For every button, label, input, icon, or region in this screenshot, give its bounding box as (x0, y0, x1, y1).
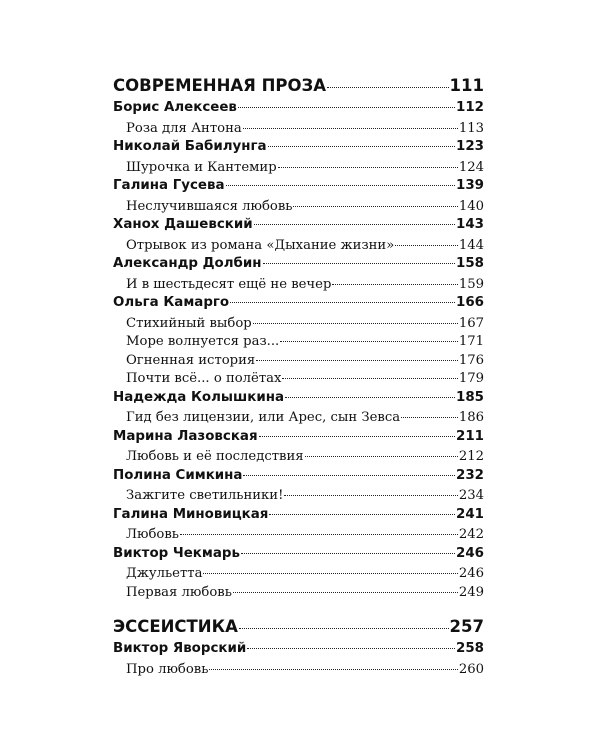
work-entry-title: И в шестьдесят ещё не вечер (126, 276, 332, 292)
work-entry-title: Отрывок из романа «Дыхание жизни» (126, 237, 395, 253)
author-entry[interactable] (113, 295, 484, 316)
work-entry-title: Про любовь (126, 661, 209, 677)
work-entry-page-number: 242 (458, 527, 484, 542)
author-entry-page-number: 246 (456, 545, 484, 561)
work-entry[interactable] (113, 121, 484, 140)
author-entry-title: Галина Миновицкая (113, 506, 269, 522)
dot-leader (263, 263, 456, 264)
work-entry-title: Почти всё... о полётах (126, 371, 282, 386)
work-entry-title: Огненная история (126, 352, 256, 368)
work-entry[interactable] (113, 566, 484, 585)
author-entry-page-number: 185 (456, 389, 484, 405)
work-entry-title: Джульетта (126, 566, 203, 581)
author-entry-title: Ольга Камарго (113, 295, 230, 310)
work-entry-page-number: 186 (458, 410, 484, 425)
dot-leader (226, 185, 456, 186)
work-entry[interactable] (113, 160, 484, 179)
author-entry[interactable] (113, 390, 484, 411)
dot-leader (233, 592, 458, 593)
dot-leader (280, 341, 458, 342)
work-entry[interactable] (113, 371, 484, 390)
work-entry[interactable] (113, 199, 484, 218)
work-entry[interactable] (113, 316, 484, 335)
dot-leader (401, 417, 458, 418)
work-entry[interactable] (113, 449, 484, 468)
author-entry[interactable] (113, 468, 484, 489)
work-entry-page-number: 140 (458, 198, 484, 214)
work-entry-page-number: 260 (458, 661, 484, 677)
work-entry-page-number: 159 (458, 276, 484, 292)
work-entry-page-number: 246 (458, 566, 484, 581)
dot-leader (253, 323, 458, 324)
dot-leader (209, 669, 457, 670)
dot-leader (278, 167, 458, 168)
author-entry-title: Николай Бабилунга (113, 139, 267, 154)
dot-leader (254, 224, 455, 225)
work-entry-page-number: 212 (458, 449, 484, 464)
author-entry-page-number: 166 (456, 295, 484, 310)
author-entry-page-number: 211 (456, 428, 484, 444)
dot-leader (282, 378, 457, 379)
work-entry-page-number: 171 (458, 334, 484, 349)
author-entry-title: Ханох Дашевский (113, 217, 253, 232)
author-entry-title: Борис Алексеев (113, 100, 237, 115)
section-heading[interactable] (113, 76, 484, 100)
author-entry[interactable] (113, 641, 484, 662)
dot-leader (269, 514, 455, 515)
dot-leader (256, 360, 458, 361)
work-entry-page-number: 167 (458, 315, 484, 331)
work-entry-title: Любовь (126, 527, 179, 542)
work-entry-title: Стихийный выбор (126, 315, 252, 331)
work-entry-title: Шурочка и Кантемир (126, 159, 277, 175)
work-entry[interactable] (113, 527, 484, 546)
author-entry-page-number: 123 (456, 139, 484, 154)
author-entry[interactable] (113, 139, 484, 160)
dot-leader (284, 495, 457, 496)
author-entry[interactable] (113, 546, 484, 567)
author-entry[interactable] (113, 429, 484, 450)
work-entry-page-number: 144 (458, 237, 484, 253)
dot-leader (293, 206, 457, 207)
dot-leader (238, 107, 455, 108)
work-entry[interactable] (113, 410, 484, 429)
work-entry-page-number: 113 (458, 120, 484, 136)
author-entry-title: Марина Лазовская (113, 428, 258, 444)
author-entry[interactable] (113, 256, 484, 277)
dot-leader (243, 128, 458, 129)
work-entry-title: Гид без лицензии, или Арес, сын Зевса (126, 410, 401, 425)
dot-leader (395, 245, 458, 246)
work-entry-title: Море волнуется раз... (126, 334, 280, 349)
author-entry-page-number: 139 (456, 178, 484, 193)
dot-leader (239, 628, 449, 629)
dot-leader (203, 573, 457, 574)
author-entry-page-number: 158 (456, 256, 484, 271)
author-entry[interactable] (113, 217, 484, 238)
work-entry[interactable] (113, 238, 484, 257)
author-entry[interactable] (113, 178, 484, 199)
dot-leader (241, 553, 455, 554)
dot-leader (180, 534, 458, 535)
author-entry-title: Полина Симкина (113, 467, 243, 483)
dot-leader (285, 397, 455, 398)
dot-leader (268, 146, 455, 147)
work-entry-title: Зажгите светильники! (126, 488, 284, 503)
work-entry-title: Первая любовь (126, 584, 232, 600)
author-entry-title: Александр Долбин (113, 256, 262, 271)
dot-leader (247, 648, 455, 649)
author-entry-page-number: 241 (456, 506, 484, 522)
section-heading[interactable] (113, 617, 484, 641)
author-entry[interactable] (113, 507, 484, 528)
dot-leader (327, 87, 449, 88)
work-entry[interactable] (113, 662, 484, 681)
dot-leader (305, 456, 458, 457)
section-heading-page-number: 257 (449, 617, 484, 636)
work-entry[interactable] (113, 277, 484, 296)
work-entry-page-number: 124 (458, 159, 484, 175)
dot-leader (332, 284, 457, 285)
author-entry-title: Виктор Яворский (113, 641, 247, 656)
section-heading-title: СОВРЕМЕННАЯ ПРОЗА (113, 76, 327, 95)
author-entry-page-number: 258 (456, 641, 484, 656)
author-entry-page-number: 232 (456, 467, 484, 483)
author-entry-page-number: 143 (456, 217, 484, 232)
work-entry[interactable] (113, 585, 484, 604)
work-entry[interactable] (113, 334, 484, 353)
work-entry[interactable] (113, 488, 484, 507)
work-entry[interactable] (113, 353, 484, 372)
section-spacer (113, 603, 484, 617)
section-heading-page-number: 111 (449, 76, 484, 95)
author-entry-page-number: 112 (456, 100, 484, 115)
work-entry-title: Неслучившаяся любовь (126, 198, 293, 214)
author-entry-title: Надежда Колышкина (113, 389, 285, 405)
dot-leader (230, 302, 455, 303)
section-heading-title: ЭССЕИСТИКА (113, 617, 238, 636)
work-entry-page-number: 179 (458, 371, 484, 386)
work-entry-page-number: 234 (458, 488, 484, 503)
author-entry[interactable] (113, 100, 484, 121)
table-of-contents (113, 76, 484, 680)
author-entry-title: Галина Гусева (113, 178, 225, 193)
work-entry-title: Любовь и её последствия (126, 449, 304, 464)
dot-leader (259, 436, 455, 437)
author-entry-title: Виктор Чекмарь (113, 545, 240, 561)
dot-leader (243, 475, 455, 476)
work-entry-page-number: 249 (458, 584, 484, 600)
work-entry-page-number: 176 (458, 352, 484, 368)
work-entry-title: Роза для Антона (126, 120, 242, 136)
